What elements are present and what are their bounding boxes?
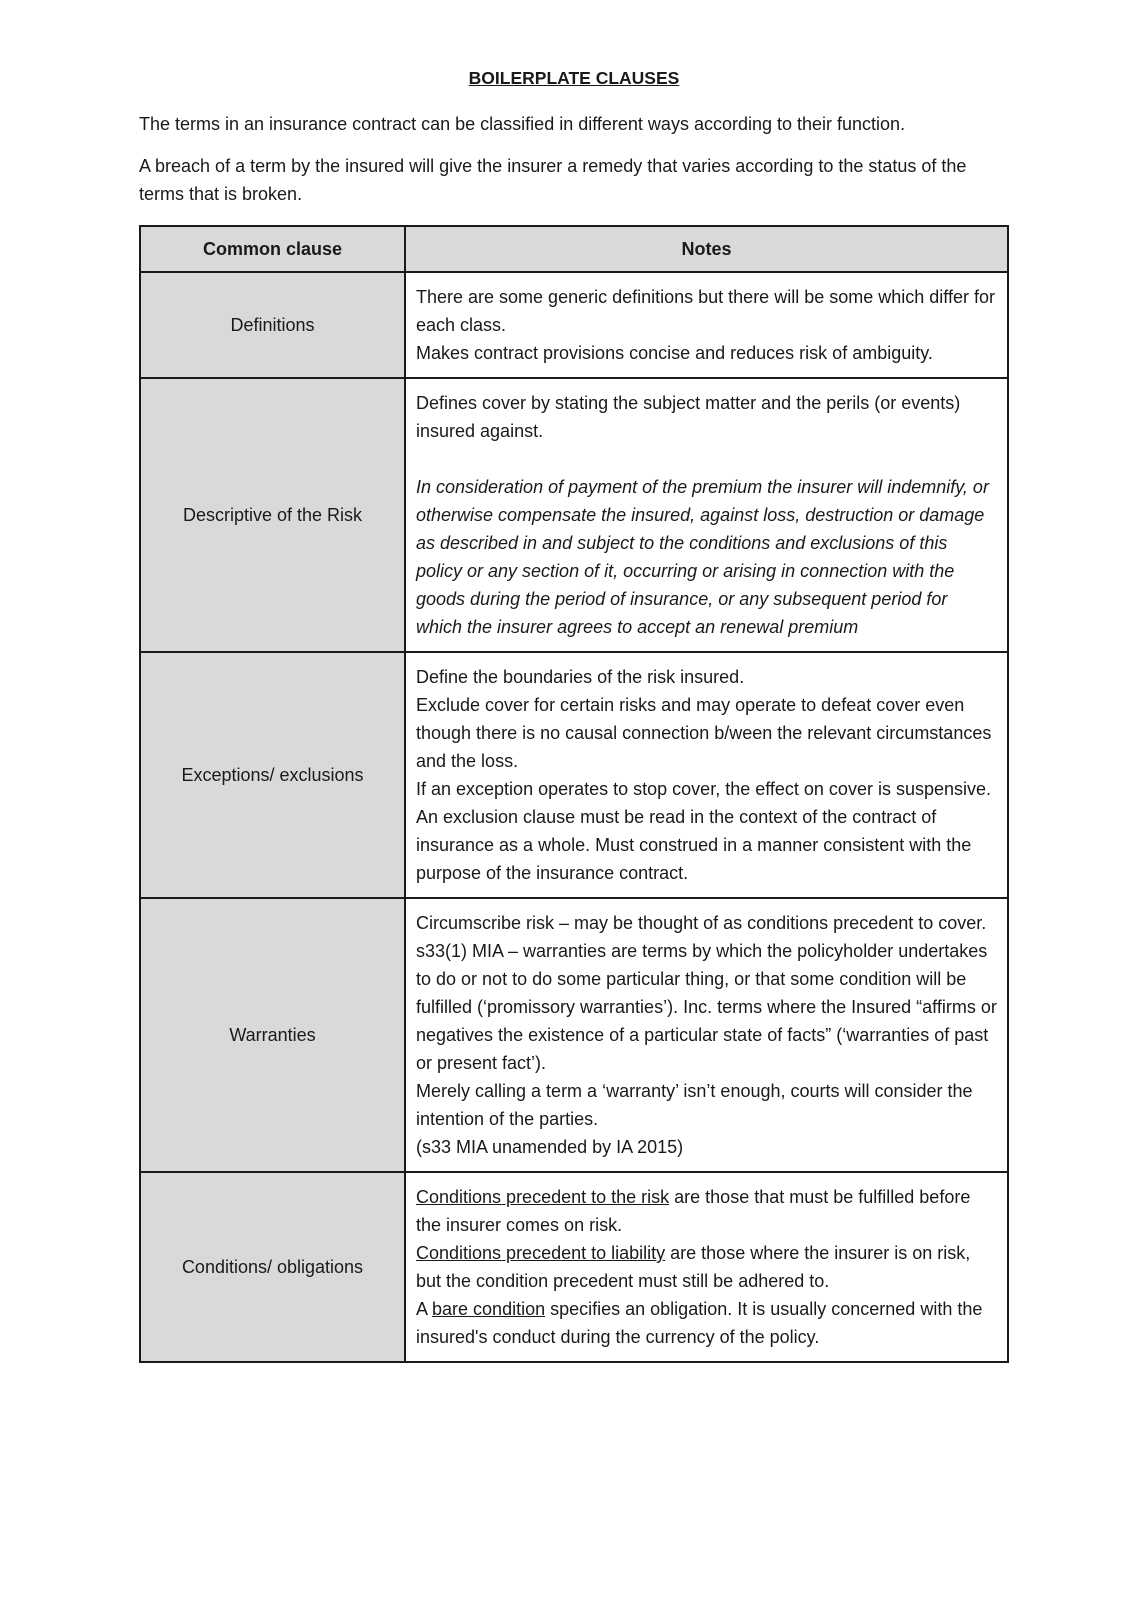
note-line: An exclusion clause must be read in the context of the contract of insurance as a whole. Must construed in a manner consistent with the purpose of the insurance contract.	[416, 807, 972, 883]
note-line: If an exception operates to stop cover, the effect on cover is suspensive.	[416, 779, 992, 799]
document-title: BOILERPLATE CLAUSES	[468, 68, 680, 88]
note-line	[416, 1239, 997, 1295]
note-line: (s33 MIA unamended by IA 2015)	[416, 1137, 684, 1157]
note-line: There are some generic definitions but there will be some which differ for each class.	[416, 287, 995, 335]
clause-name: Exceptions/ exclusions	[140, 652, 405, 898]
intro-paragraph-1: The terms in an insurance contract can be classified in different ways according to their function.	[139, 114, 906, 134]
note-line	[416, 1295, 997, 1351]
header-common-clause: Common clause	[140, 226, 405, 272]
intro-paragraph-2: A breach of a term by the insured will give the insurer a remedy that varies according to the status of the terms that is broken.	[139, 156, 967, 204]
clause-notes	[405, 272, 1008, 378]
note-line: Exclude cover for certain risks and may operate to defeat cover even though there is no causal connection b/ween the relevant circumstances and the loss.	[416, 695, 992, 771]
note-text: are those where the insurer is on risk, but the condition precedent must still be adhered to.	[416, 1243, 971, 1291]
table-row	[140, 1172, 1008, 1362]
underlined-term: bare condition	[432, 1299, 546, 1319]
table-row	[140, 898, 1008, 1172]
note-line: Merely calling a term a ‘warranty’ isn’t enough, courts will consider the intention of the parties.	[416, 1081, 973, 1129]
header-notes: Notes	[405, 226, 1008, 272]
note-line: s33(1) MIA – warranties are terms by which the policyholder undertakes to do or not to do some particular thing, or that some condition will be fulfilled (‘promissory warranties’). Inc. terms where the Insured “affirms or negatives the existence of a particular state of facts” (‘warranties of past or present fact’).	[416, 941, 997, 1073]
note-line: Makes contract provisions concise and reduces risk of ambiguity.	[416, 343, 933, 363]
clause-name: Descriptive of the Risk	[140, 378, 405, 652]
clause-name: Warranties	[140, 898, 405, 1172]
clauses-table	[139, 225, 1009, 1363]
note-italic-wording: In consideration of payment of the premium the insurer will indemnify, or otherwise compensate the insured, against loss, destruction or damage as described in and subject to the conditions and exclusions of this policy or any section of it, occurring or arising in connection with the goods during the period of insurance, or any subsequent period for which the insurer agrees to accept an renewal premium	[416, 477, 989, 637]
underlined-term: Conditions precedent to liability	[416, 1243, 666, 1263]
clause-name: Conditions/ obligations	[140, 1172, 405, 1362]
note-line: Circumscribe risk – may be thought of as conditions precedent to cover.	[416, 913, 987, 933]
note-text: specifies an obligation. It is usually concerned with the insured's conduct during the currency of the policy.	[416, 1299, 983, 1347]
clause-notes	[405, 1172, 1008, 1362]
underlined-term: Conditions precedent to the risk	[416, 1187, 670, 1207]
clause-notes	[405, 378, 1008, 652]
clause-name: Definitions	[140, 272, 405, 378]
note-text: are those that must be fulfilled before the insurer comes on risk.	[416, 1187, 971, 1235]
note-text: A	[416, 1299, 433, 1319]
table-row	[140, 378, 1008, 652]
note-line	[416, 1183, 997, 1239]
document-page	[139, 66, 1009, 1363]
table-row	[140, 272, 1008, 378]
note-line: Define the boundaries of the risk insured.	[416, 667, 745, 687]
note-line: Defines cover by stating the subject matter and the perils (or events) insured against.	[416, 393, 961, 441]
clause-notes	[405, 898, 1008, 1172]
table-header-row	[140, 226, 1008, 272]
table-row	[140, 652, 1008, 898]
clause-notes	[405, 652, 1008, 898]
